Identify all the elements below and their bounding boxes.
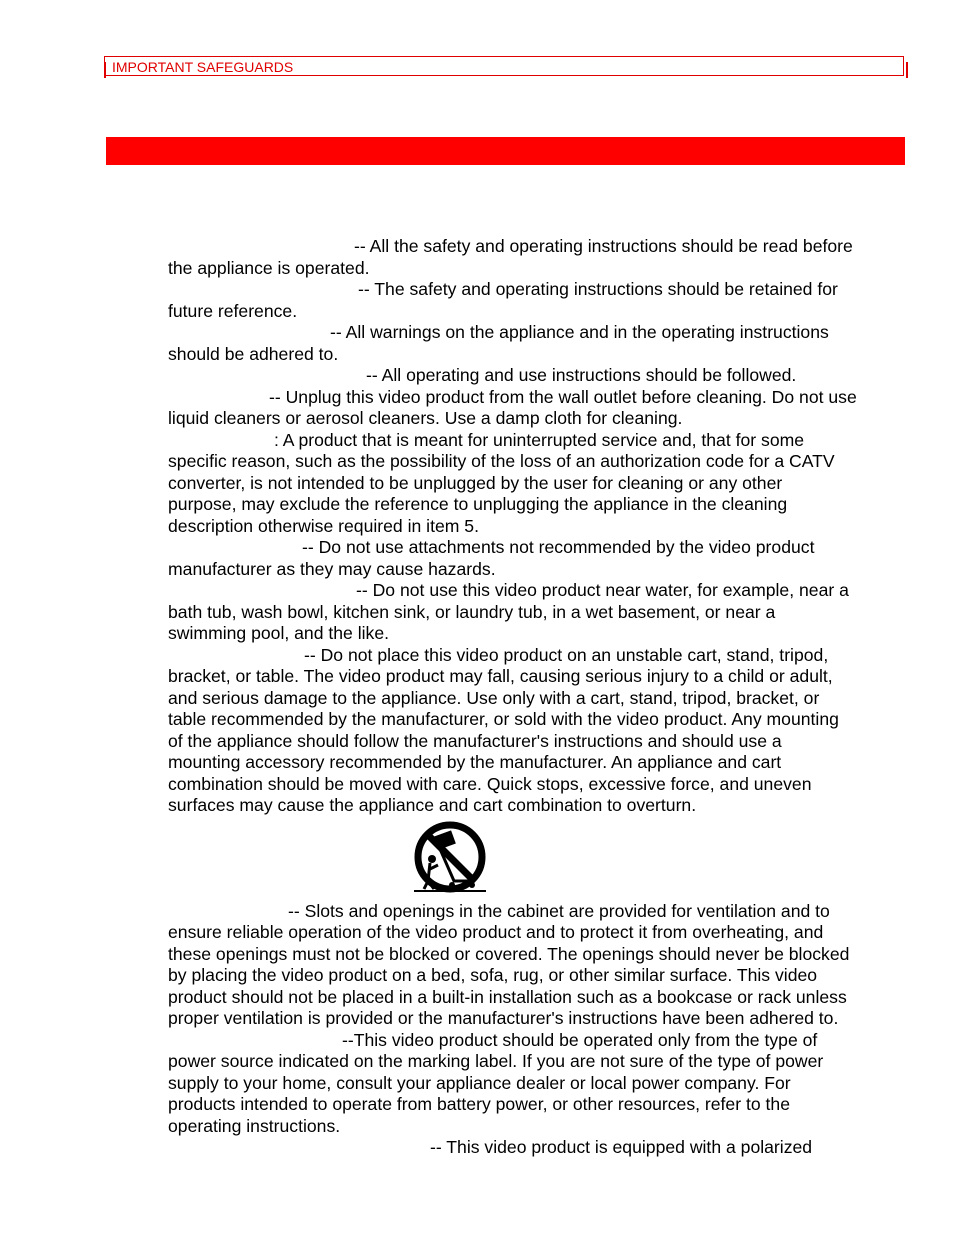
safeguard-item: [168, 236, 908, 279]
safeguard-line: [168, 322, 908, 344]
safeguard-text: product should not be placed in a built-in installation such as a bookcase or rack unless: [168, 986, 847, 1007]
safeguard-text: operating instructions.: [168, 1115, 341, 1136]
safeguard-line: [168, 430, 908, 452]
safeguard-line: [168, 1116, 908, 1138]
safeguard-text: : A product that is meant for uninterrupted service and, that for some: [274, 429, 805, 450]
safeguard-line: [168, 731, 908, 753]
safeguard-text: and serious damage to the appliance. Use only with a cart, stand, tripod, bracket, or: [168, 687, 820, 708]
safeguard-item: [168, 365, 908, 387]
safeguard-line: [168, 709, 908, 731]
safeguard-line: [168, 645, 908, 667]
safeguard-text: bath tub, wash bowl, kitchen sink, or laundry tub, in a wet basement, or near a: [168, 601, 776, 622]
safeguard-line: [168, 944, 908, 966]
safeguard-item: [168, 322, 908, 365]
safeguard-line: [168, 1051, 908, 1073]
safeguard-text: -- Do not place this video product on an unstable cart, stand, tripod,: [304, 644, 829, 665]
safeguard-line: [168, 602, 908, 624]
safeguard-item: [168, 901, 908, 1030]
safeguard-text: table recommended by the manufacturer, or sold with the video product. Any mounting: [168, 709, 839, 729]
safeguard-line: [168, 1073, 908, 1095]
safeguard-text: supply to your home, consult your appliance dealer or local power company. For: [168, 1072, 791, 1093]
safeguard-text: should be adhered to.: [168, 343, 339, 364]
safeguard-text: -- All warnings on the appliance and in the operating instructions: [330, 322, 829, 342]
safeguard-text: -- All the safety and operating instructions should be read before: [354, 236, 853, 256]
safeguard-text: surfaces may cause the appliance and cart combination to overturn.: [168, 795, 697, 815]
safeguard-line: [168, 774, 908, 796]
safeguard-text: these openings must not be blocked or covered. The openings should never be blocked: [168, 943, 850, 964]
safeguard-line: [168, 559, 908, 581]
safeguard-text: -- Do not use attachments not recommended by the video product: [302, 537, 815, 557]
safeguard-text: --This video product should be operated only from the type of: [342, 1029, 818, 1050]
cart-tip-over-warning-icon: [410, 819, 490, 899]
safeguard-text: -- All operating and use instructions should be followed.: [366, 365, 797, 385]
safeguard-line: [168, 580, 908, 602]
safeguard-text: -- This video product is equipped with a polarized: [430, 1137, 813, 1157]
safeguard-text: proper ventilation is provided or the manufacturer's instructions have been adhered to.: [168, 1008, 839, 1028]
safeguard-item: [168, 1030, 908, 1138]
section-title: IMPORTANT SAFEGUARDS: [112, 59, 294, 75]
safeguard-line: [168, 1030, 908, 1052]
safeguard-item: [168, 580, 908, 645]
safeguard-line: [168, 623, 908, 645]
safeguard-text: -- Do not use this video product near water, for example, near a: [356, 580, 849, 600]
safeguard-line: [168, 1094, 908, 1116]
safeguard-line: [168, 236, 908, 258]
safeguard-item: [168, 387, 908, 430]
safeguards-items-second: [168, 901, 908, 1159]
safeguard-text: mounting accessory recommended by the manufacturer. An appliance and cart: [168, 752, 782, 772]
safeguard-item: [168, 537, 908, 580]
safeguard-line: [168, 451, 908, 473]
safeguard-text: specific reason, such as the possibility of the loss of an authorization code for a CATV: [168, 451, 835, 471]
header-right-tick: [906, 62, 908, 78]
safeguard-item: [168, 1137, 908, 1159]
safeguard-text: the appliance is operated.: [168, 257, 370, 278]
safeguard-text: combination should be moved with care. Quick stops, excessive force, and uneven: [168, 773, 812, 794]
safeguard-text: description otherwise required in item 5.: [168, 515, 479, 536]
safeguard-line: [168, 688, 908, 710]
safeguards-items-first: [168, 236, 908, 817]
section-header: [104, 56, 904, 76]
safeguard-line: [168, 473, 908, 495]
safeguard-line: [168, 301, 908, 323]
safeguard-line: [168, 344, 908, 366]
cart-warning-figure: [168, 817, 908, 901]
safeguard-item: [168, 279, 908, 322]
safeguards-list: [168, 236, 908, 1159]
safeguard-line: [168, 795, 908, 817]
safeguard-text: liquid cleaners or aerosol cleaners. Use a damp cloth for cleaning.: [168, 408, 683, 428]
safeguard-text: swimming pool, and the like.: [168, 623, 390, 643]
safeguard-line: [168, 494, 908, 516]
header-left-tick: [104, 62, 106, 78]
safeguard-line: [168, 516, 908, 538]
safeguard-item: [168, 645, 908, 817]
safeguard-text: -- Slots and openings in the cabinet are provided for ventilation and to: [288, 900, 830, 921]
safeguard-line: [168, 387, 908, 409]
safeguard-line: [168, 365, 908, 387]
safeguard-line: [168, 258, 908, 280]
safeguard-text: power source indicated on the marking label. If you are not sure of the type of power: [168, 1051, 824, 1071]
safeguard-text: -- Unplug this video product from the wall outlet before cleaning. Do not use: [269, 386, 857, 407]
title-banner: [106, 137, 905, 165]
safeguard-line: [168, 987, 908, 1009]
safeguard-text: -- The safety and operating instructions should be retained for: [358, 279, 838, 299]
safeguard-line: [168, 922, 908, 944]
safeguard-line: [168, 537, 908, 559]
safeguard-line: [168, 408, 908, 430]
safeguard-text: of the appliance should follow the manufacturer's instructions and should use a: [168, 730, 782, 751]
safeguard-line: [168, 279, 908, 301]
safeguard-text: manufacturer as they may cause hazards.: [168, 558, 496, 579]
safeguard-line: [168, 1137, 908, 1159]
safeguard-text: bracket, or table. The video product may fall, causing serious injury to a child or adult,: [168, 666, 833, 686]
safeguard-text: products intended to operate from battery power, or other resources, refer to the: [168, 1094, 790, 1114]
safeguard-text: purpose, may exclude the reference to unplugging the appliance in the cleaning: [168, 494, 788, 514]
safeguard-text: by placing the video product on a bed, sofa, rug, or other similar surface. This video: [168, 965, 818, 985]
safeguard-line: [168, 1008, 908, 1030]
safeguard-item: [168, 430, 908, 538]
safeguard-text: future reference.: [168, 300, 298, 321]
safeguard-line: [168, 752, 908, 774]
safeguard-text: ensure reliable operation of the video product and to protect it from overheating, and: [168, 922, 824, 942]
safeguard-line: [168, 666, 908, 688]
safeguard-line: [168, 965, 908, 987]
safeguard-text: converter, is not intended to be unplugged by the user for cleaning or any other: [168, 472, 783, 493]
safeguard-line: [168, 901, 908, 923]
